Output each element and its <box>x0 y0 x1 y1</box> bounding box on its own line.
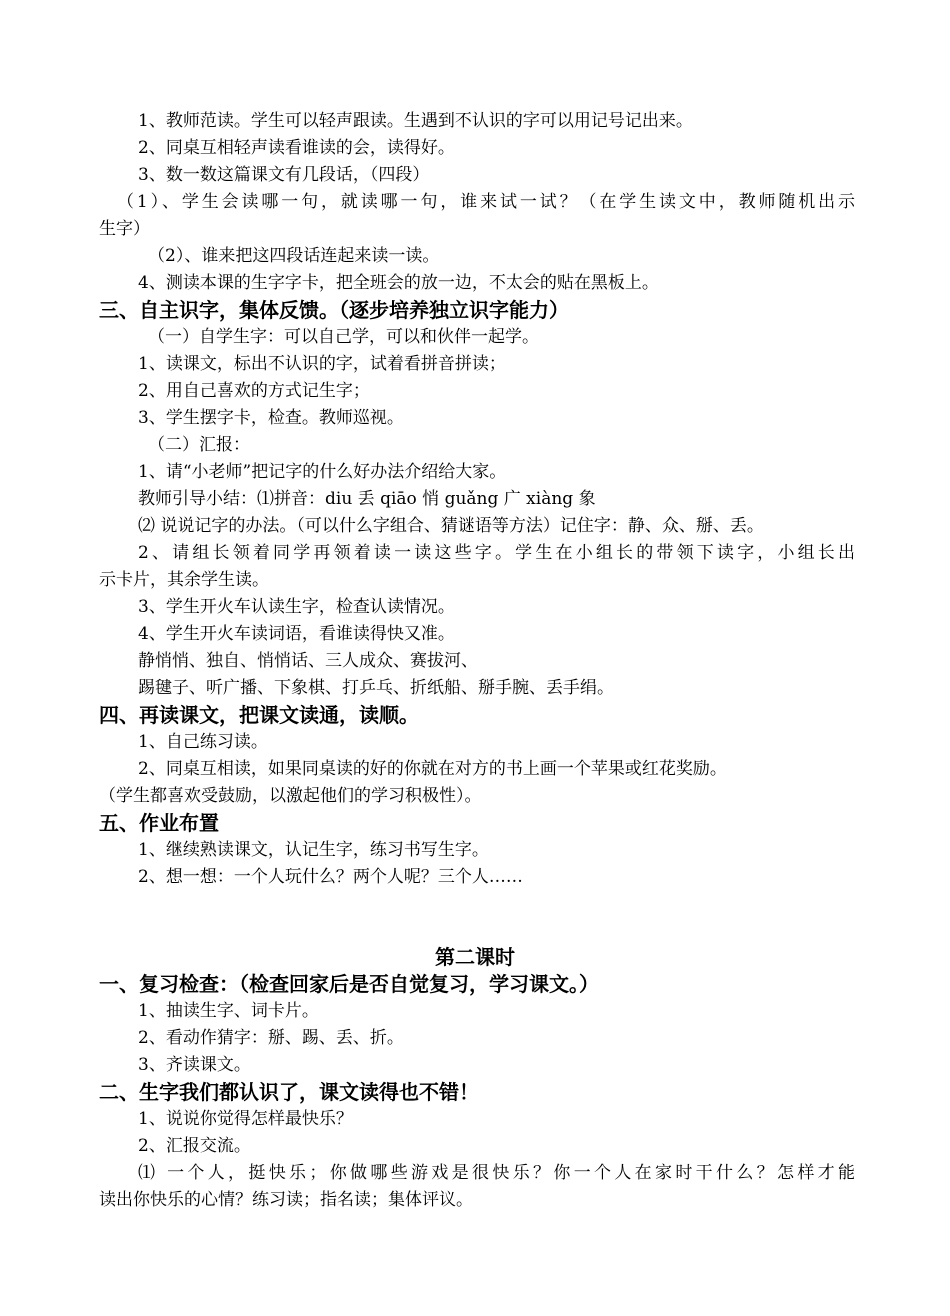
text-line: 1、抽读生字、词卡片。 <box>138 1001 319 1021</box>
text-line: 1、说说你觉得怎样最快乐？ <box>138 1109 353 1129</box>
text-line: 1、读课文，标出不认识的字，试着看拼音拼读； <box>138 354 506 374</box>
section-heading: 五、作业布置 <box>99 811 219 835</box>
text-line: 示卡片，其余学生读。 <box>99 570 269 590</box>
text-line: 4、学生开火车读词语，看谁读得快又准。 <box>138 624 455 644</box>
text-line: 2、看动作猜字：掰、踢、丢、折。 <box>138 1028 404 1048</box>
text-line: 2、汇报交流。 <box>138 1136 251 1156</box>
text-line: ⑴ 一个人，挺快乐；你做哪些游戏是很快乐？你一个人在家时干什么？怎样才能 <box>138 1163 855 1183</box>
text-line: 2、用自己喜欢的方式记生字； <box>138 381 370 401</box>
text-line: 1、请“小老师”把记字的什么好办法介绍给大家。 <box>138 462 507 482</box>
text-line: 生字） <box>99 219 150 239</box>
text-line: 踢毽子、听广播、下象棋、打乒乓、折纸船、掰手腕、丢手绢。 <box>138 678 614 698</box>
text-line: 2、请组长领着同学再领着读一读这些字。学生在小组长的带领下读字，小组长出 <box>138 543 855 563</box>
text-line: 2、同桌互相读，如果同桌读的好的你就在对方的书上画一个苹果或红花奖励。 <box>138 759 727 779</box>
text-line: 3、学生摆字卡，检查。教师巡视。 <box>138 408 404 428</box>
lesson-title: 第二课时 <box>435 945 515 969</box>
text-line: （一）自学生字：可以自己学，可以和伙伴一起学。 <box>148 327 539 347</box>
text-line: 静悄悄、独自、悄悄话、三人成众、赛拔河、 <box>138 651 478 671</box>
text-line: 2、同桌互相轻声读看谁读的会，读得好。 <box>138 138 455 158</box>
text-line: 2、想一想：一个人玩什么？两个人呢？三个人…… <box>138 867 523 887</box>
text-line: 读出你快乐的心情？练习读；指名读；集体评议。 <box>99 1190 473 1210</box>
text-line: （1）、学生会读哪一句，就读哪一句，谁来试一试？（在学生读文中，教师随机出示 <box>117 192 855 212</box>
section-heading: 一、复习检查：（检查回家后是否自觉复习，学习课文。） <box>99 972 599 996</box>
section-heading: 三、自主识字，集体反馈。（逐步培养独立识字能力） <box>99 298 569 322</box>
text-line: 3、齐读课文。 <box>138 1055 251 1075</box>
text-line: 3、学生开火车认读生字，检查认读情况。 <box>138 597 455 617</box>
text-line: （学生都喜欢受鼓励，以激起他们的学习积极性）。 <box>99 786 482 806</box>
text-line: 教师引导小结：⑴拼音：diu 丢 qiāo 悄 guǎng 广 xiàng 象 <box>138 489 596 509</box>
text-line: （2）、谁来把这四段话连起来读一读。 <box>148 246 440 266</box>
text-line: 4、测读本课的生字字卡，把全班会的放一边，不太会的贴在黑板上。 <box>138 273 659 293</box>
text-line: ⑵ 说说记字的办法。（可以什么字组合、猜谜语等方法）记住字：静、众、掰、丢。 <box>138 516 764 536</box>
text-line: （二）汇报： <box>148 435 250 455</box>
text-line: 3、数一数这篇课文有几段话，（四段） <box>138 165 430 185</box>
text-line: 1、自己练习读。 <box>138 732 268 752</box>
text-line: 1、教师范读。学生可以轻声跟读。生遇到不认识的字可以用记号记出来。 <box>138 111 693 131</box>
section-heading: 四、再读课文，把课文读通，读顺。 <box>99 703 419 727</box>
section-heading: 二、生字我们都认识了，课文读得也不错！ <box>99 1080 479 1104</box>
text-line: 1、继续熟读课文，认记生字，练习书写生字。 <box>138 840 489 860</box>
